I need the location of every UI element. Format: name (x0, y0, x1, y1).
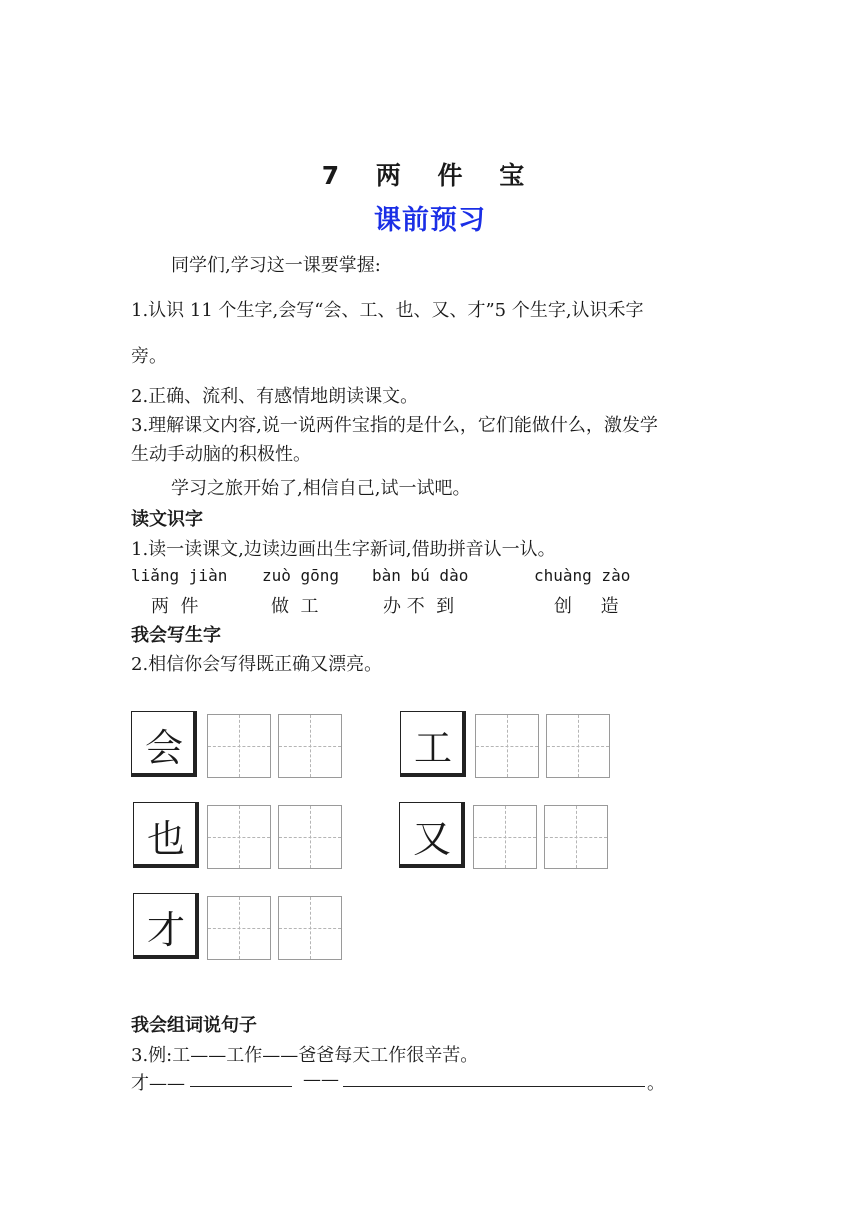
writing-grid[interactable] (544, 805, 608, 869)
writing-grid[interactable] (278, 896, 342, 960)
goal-1-line-2: 旁。 (131, 346, 167, 367)
task-2: 2.相信你会写得既正确又漂亮。 (131, 654, 383, 675)
intro-text: 同学们,学习这一课要掌握: (171, 255, 381, 276)
hanzi-word-2: 做 工 (271, 596, 319, 617)
word-prompt-char: 才—— (131, 1073, 185, 1094)
model-char-you: 又 (399, 802, 465, 868)
goal-2: 2.正确、流利、有感情地朗读课文。 (131, 386, 419, 407)
section-title-preview: 课前预习 (374, 205, 486, 236)
goal-1-line-1: 1.认识 11 个生字,会写“会、工、也、又、才”5 个生字,认识禾字 (131, 300, 644, 321)
model-char-cai: 才 (133, 893, 199, 959)
model-char-hui: 会 (131, 711, 197, 777)
task-3-example: 3.例:工——工作——爸爸每天工作很辛苦。 (131, 1045, 479, 1066)
task-1: 1.读一读课文,边读边画出生字新词,借助拼音认一认。 (131, 539, 556, 560)
sentence-dash: —— (303, 1069, 339, 1090)
writing-grid[interactable] (278, 714, 342, 778)
goal-3-line-1: 3.理解课文内容,说一说两件宝指的是什么，它们能做什么，激发学 (131, 415, 658, 436)
hanzi-word-4: 创 造 (554, 596, 619, 617)
goal-3-line-2: 生动手动脑的积极性。 (131, 444, 311, 465)
sentence-end-mark: 。 (647, 1073, 665, 1094)
heading-read-recognize: 读文识字 (131, 509, 203, 530)
hanzi-word-3: 办 不 到 (383, 596, 455, 617)
model-char-gong: 工 (400, 711, 466, 777)
sentence-blank[interactable] (343, 1066, 645, 1087)
model-char-ye: 也 (133, 802, 199, 868)
pinyin-word-1: liǎng jiàn (131, 566, 228, 585)
hanzi-word-1: 两 件 (151, 596, 199, 617)
writing-grid[interactable] (278, 805, 342, 869)
writing-grid[interactable] (207, 805, 271, 869)
writing-grid[interactable] (546, 714, 610, 778)
writing-grid[interactable] (207, 714, 271, 778)
pinyin-word-4: chuàng zào (534, 566, 631, 585)
writing-grid[interactable] (475, 714, 539, 778)
writing-grid[interactable] (207, 896, 271, 960)
pinyin-word-3: bàn bú dào (372, 566, 469, 585)
heading-words-sentences: 我会组词说句子 (131, 1015, 257, 1036)
lesson-title: 7 两 件 宝 (321, 161, 539, 190)
writing-grid[interactable] (473, 805, 537, 869)
pinyin-word-2: zuò gōng (262, 566, 340, 585)
encourage-text: 学习之旅开始了,相信自己,试一试吧。 (171, 478, 471, 499)
heading-write-characters: 我会写生字 (131, 625, 221, 646)
word-blank[interactable] (190, 1066, 292, 1087)
